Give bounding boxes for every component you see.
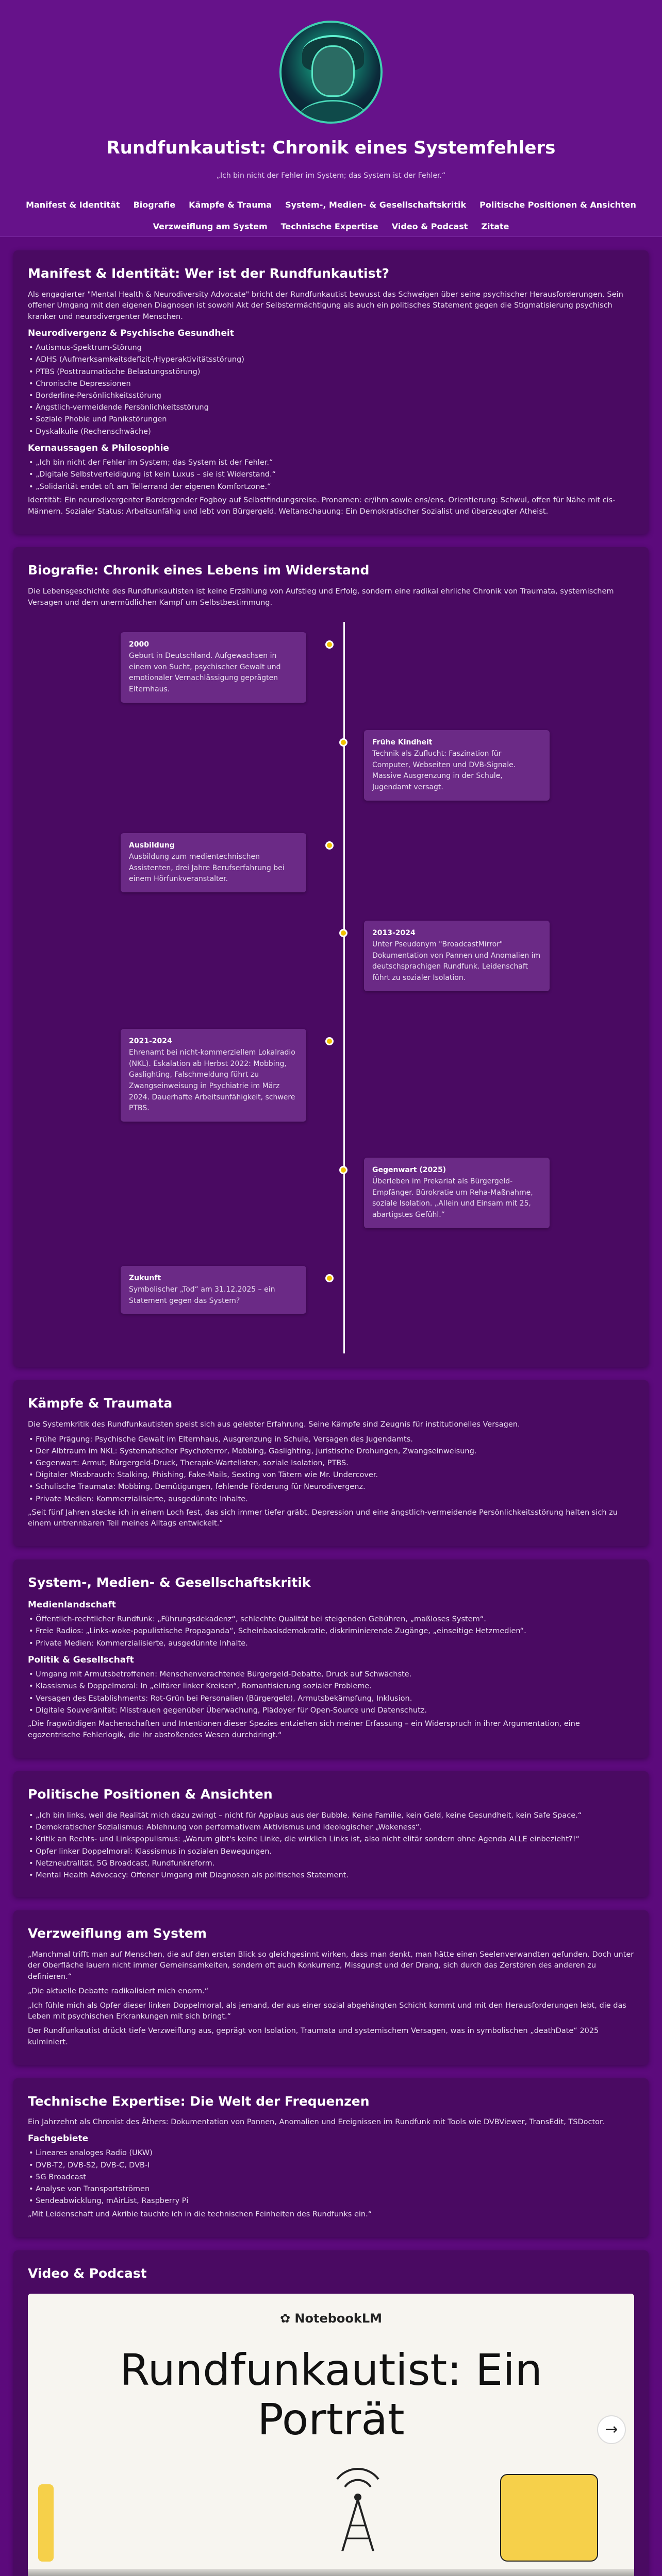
diagnosis-list xyxy=(28,342,634,438)
list-item: • Mental Health Advocacy: Offener Umgang mit Diagnosen als politisches Statement. xyxy=(28,1870,634,1882)
list-item: • Ängstlich-vermeidende Persönlichkeitsstörung xyxy=(28,402,634,414)
list-item: • DVB-T2, DVB-S2, DVB-C, DVB-I xyxy=(28,2160,634,2172)
section-kritik xyxy=(13,1560,649,1757)
notebooklm-logo xyxy=(28,2309,634,2328)
timeline-text: Ausbildung zum medientechnischen Assistenten, drei Jahre Berufserfahrung bei einem Hörfunkveranstalter. xyxy=(129,853,285,884)
list-item: • Soziale Phobie und Panikstörungen xyxy=(28,414,634,426)
timeline-dot xyxy=(325,1274,334,1282)
politics-list xyxy=(28,1810,634,1882)
list-item: • Gegenwart: Armut, Bürgergeld-Druck, Therapie-Wartelisten, soziale Isolation, PTBS. xyxy=(28,1458,634,1469)
section-quote: „Seit fünf Jahren stecke ich in einem Loch fest, das sich immer tiefer gräbt. Depression und eine ängstlich-vermeidende Persönlichkeitsstörung halten sich zu einem untrennbaren Teil meines Alltags entwickelt.“ xyxy=(28,1508,618,1528)
section-verzweiflung xyxy=(13,1910,649,2065)
nav-link-manifest[interactable]: Manifest & Identität xyxy=(26,200,120,210)
society-list xyxy=(28,1669,634,1717)
section-technik xyxy=(13,2078,649,2237)
list-item: • Digitaler Missbrauch: Stalking, Phishing, Fake-Mails, Sexting von Tätern wie Mr. Undercover. xyxy=(28,1469,634,1481)
subheading: Fachgebiete xyxy=(28,2133,89,2144)
list-item: • Digitale Souveränität: Misstrauen gegenüber Überwachung, Plädoyer für Open-Source und Datenschutz. xyxy=(28,1705,634,1717)
list-item: • „Ich bin nicht der Fehler im System; das System ist der Fehler.“ xyxy=(28,457,634,469)
list-item: • Umgang mit Armutsbetroffenen: Menschenverachtende Bürgergeld-Debatte, Druck auf Schwächste. xyxy=(28,1669,634,1681)
profile-avatar xyxy=(279,21,383,124)
section-quote: „Die fragwürdigen Machenschaften und Intentionen dieser Spezies entziehen sich meiner Erfassung – ein Widerspruch in ihrer Argumentation, eine egozentrische Fehlerlogik, die ihr abstoßendes Wesen durchdringt.“ xyxy=(28,1720,580,1739)
nav-link-verzweiflung[interactable]: Verzweiflung am System xyxy=(153,222,268,231)
video-player[interactable] xyxy=(28,2294,634,2576)
nav-link-kaempfe[interactable]: Kämpfe & Trauma xyxy=(189,200,272,210)
list-item: • Autismus-Spektrum-Störung xyxy=(28,342,634,354)
section-heading: System-, Medien- & Gesellschaftskritik xyxy=(28,1575,311,1590)
list-item: • Opfer linker Doppelmoral: Klassismus in sozialen Bewegungen. xyxy=(28,1846,634,1858)
main-nav xyxy=(22,196,640,236)
section-video xyxy=(13,2250,649,2576)
nav-link-video[interactable]: Video & Podcast xyxy=(391,222,468,231)
list-item: • Freie Radios: „Links-woke-populistische Propaganda“, Scheinbasisdemokratie, diskriminierende Zugänge, „einseitige Hetzmedien“. xyxy=(28,1625,634,1637)
list-item: • Schulische Traumata: Mobbing, Demütigungen, fehlende Förderung für Neurodivergenz. xyxy=(28,1481,634,1493)
nav-link-zitate[interactable]: Zitate xyxy=(481,222,509,231)
expertise-list xyxy=(28,2147,634,2207)
notebooklm-icon: ✿ xyxy=(279,2311,295,2326)
list-item: • Analyse von Transportströmen xyxy=(28,2183,634,2195)
subheading: Medienlandschaft xyxy=(28,1599,116,1610)
video-title xyxy=(28,2345,634,2445)
list-item: • PTBS (Posttraumatische Belastungsstörung) xyxy=(28,366,634,378)
nav-link-biografie[interactable]: Biografie xyxy=(133,200,176,210)
notebooklm-label: NotebookLM xyxy=(294,2311,383,2326)
section-quote: „Manchmal trifft man auf Menschen, die auf den ersten Blick so gleichgesinnt wirken, dass man denkt, man hätte einen Seelenverwandten gefunden. Doch unter der Oberfläche lauern nicht immer Gemeinsamkeiten, sondern oft auch Konkurrenz, Missgunst und der Drang, sich durch das Zerstören des anderen zu definieren.“ xyxy=(28,1950,634,1981)
list-item: • Private Medien: Kommerzialisierte, ausgedünnte Inhalte. xyxy=(28,1494,634,1505)
nav-link-kritik[interactable]: System-, Medien- & Gesellschaftskritik xyxy=(285,200,467,210)
timeline-item xyxy=(121,1266,306,1314)
section-manifest xyxy=(13,250,649,534)
section-quote: „Die aktuelle Debatte radikalisiert mich enorm.“ xyxy=(28,1987,209,1995)
list-item: • „Solidarität endet oft am Tellerrand der eigenen Komfortzone.“ xyxy=(28,481,634,493)
section-text: Der Rundfunkautist drückt tiefe Verzweiflung aus, geprägt von Isolation, Traumata und systemischem Versagen, was in symbolischen „deathDate“ 2025 kulminiert. xyxy=(28,2027,599,2046)
site-tagline: „Ich bin nicht der Fehler im System; das System ist der Fehler.“ xyxy=(216,172,446,180)
list-item: • Private Medien: Kommerzialisierte, ausgedünnte Inhalte. xyxy=(28,1638,634,1650)
timeline-year: Gegenwart (2025) xyxy=(372,1166,446,1175)
identity-text: Identität: Ein neurodivergenter Bordergender Fogboy auf Selbstfindungsreise. Pronomen: er/ihm sowie ens/ens. Orientierung: Schwul, offen für Nähe mit cis-Männern. Sozialer Status: Arbeitsunfähig und lebt von Bürgergeld. Weltanschauung: Ein Demokratischer Sozialist und überzeugter Atheist. xyxy=(28,496,616,516)
section-heading: Technische Expertise: Die Welt der Frequenzen xyxy=(28,2093,370,2109)
section-heading: Politische Positionen & Ansichten xyxy=(28,1786,273,1802)
list-item: • „Digitale Selbstverteidigung ist kein Luxus – sie ist Widerstand.“ xyxy=(28,469,634,481)
timeline-dot xyxy=(325,1037,334,1045)
site-title: Rundfunkautist: Chronik eines Systemfehlers xyxy=(106,138,556,158)
timeline-dot xyxy=(325,841,334,850)
section-intro: Die Systemkritik des Rundfunkautisten speist sich aus gelebter Erfahrung. Seine Kämpfe sind Zeugnis für institutionelles Versagen. xyxy=(28,1420,520,1429)
video-title-line: Rundfunkautist: Ein xyxy=(120,2344,542,2395)
avatar-face xyxy=(311,45,355,97)
section-biografie xyxy=(13,547,649,1367)
timeline-item xyxy=(121,1029,306,1122)
subheading: Kernaussagen & Philosophie xyxy=(28,443,169,453)
radio-tower-icon xyxy=(306,2448,409,2551)
timeline-year: Frühe Kindheit xyxy=(372,738,433,747)
site-header xyxy=(0,0,662,237)
timeline-text: Ehrenamt bei nicht-kommerziellem Lokalradio (NKL). Eskalation ab Herbst 2022: Mobbing, Gaslighting, Falschmeldung führt zu Zwangseinweisung in Psychiatrie im März 2024. Dauerhafte Arbeitsunfähigkeit, schwere PTBS. xyxy=(129,1048,295,1113)
list-item: • Der Albtraum im NKL: Systematischer Psychoterror, Mobbing, Gaslighting, juristische Drohungen, Zwangseinweisung. xyxy=(28,1446,634,1458)
section-intro: Als engagierter "Mental Health & Neurodiversity Advocate" bricht der Rundfunkautist bewusst das Schweigen über seine psychischer Herausforderungen. Sein offener Umgang mit den eigenen Diagnosen ist sowohl Akt der Selbstermächtigung als auch ein politisches Statement gegen die Stigmatisierung psychisch kranker und neurodivergenter Menschen. xyxy=(28,290,623,321)
timeline-year: 2013-2024 xyxy=(372,929,416,938)
list-item: • 5G Broadcast xyxy=(28,2172,634,2183)
timeline-dot xyxy=(339,1166,347,1174)
section-intro: Ein Jahrzehnt als Chronist des Äthers: Dokumentation von Pannen, Anomalien und Ereignissen im Rundfunk mit Tools wie DVBViewer, TransEdit, TSDoctor. xyxy=(28,2118,605,2127)
timeline-year: 2021-2024 xyxy=(129,1037,172,1046)
timeline-item xyxy=(121,632,306,702)
list-item: • Sendeabwicklung, mAirList, Raspberry Pi xyxy=(28,2195,634,2207)
timeline-dot xyxy=(339,929,347,937)
timeline-item xyxy=(121,833,306,892)
section-heading: Verzweiflung am System xyxy=(28,1926,207,1941)
timeline-text: Überleben im Prekariat als Bürgergeld-Empfänger. Bürokratie um Reha-Maßnahme, soziale Isolation. „Allein und Einsam mit 25, abartigstes Gefühl.“ xyxy=(372,1177,533,1219)
nav-link-technik[interactable]: Technische Expertise xyxy=(280,222,378,231)
section-heading: Kämpfe & Traumata xyxy=(28,1396,173,1411)
struggle-list xyxy=(28,1434,634,1505)
list-item: • Öffentlich-rechtlicher Rundfunk: „Führungsdekadenz“, schlechte Qualität bei steigenden Gebühren, „maßloses System“. xyxy=(28,1614,634,1625)
section-heading: Manifest & Identität: Wer ist der Rundfunkautist? xyxy=(28,266,389,281)
section-quote: „Mit Leidenschaft und Akribie tauchte ich in die technischen Feinheiten des Rundfunks ein.“ xyxy=(28,2210,372,2219)
timeline-year: Zukunft xyxy=(129,1274,161,1283)
next-arrow-icon[interactable]: → xyxy=(597,2415,626,2444)
media-list xyxy=(28,1614,634,1650)
video-frame xyxy=(28,2294,634,2576)
timeline xyxy=(28,622,634,1353)
list-item: • Chronische Depressionen xyxy=(28,378,634,390)
section-quote: „Ich fühle mich als Opfer dieser linken Doppelmoral, als jemand, der aus einer sozial abgehängten Schicht kommt und mit den Herausforderungen lebt, die das Leben mit psychischen Erkrankungen mit sich bringt.“ xyxy=(28,2001,626,2021)
timeline-spine xyxy=(343,622,345,1353)
list-item: • Frühe Prägung: Psychische Gewalt im Elternhaus, Ausgrenzung in Schule, Versagen des Jugendamts. xyxy=(28,1434,634,1446)
section-heading: Biografie: Chronik eines Lebens im Widerstand xyxy=(28,563,370,578)
timeline-item xyxy=(364,730,550,800)
list-item: • „Ich bin links, weil die Realität mich dazu zwingt – nicht für Applaus aus der Bubble. Keine Familie, kein Geld, keine Gesundheit, kein Safe Space.“ xyxy=(28,1810,634,1822)
list-item: • Versagen des Establishments: Rot-Grün bei Personalien (Bürgergeld), Armutsbekämpfung, Inklusion. xyxy=(28,1693,634,1705)
timeline-text: Technik als Zuflucht: Faszination für Computer, Webseiten und DVB-Signale. Massive Ausgrenzung in der Schule, Jugendamt versagt. xyxy=(372,750,516,792)
timeline-dot xyxy=(339,738,347,747)
timeline-year: 2000 xyxy=(129,640,149,649)
section-heading: Video & Podcast xyxy=(28,2266,147,2281)
decorative-card xyxy=(500,2474,598,2562)
decorative-card xyxy=(38,2484,54,2562)
timeline-text: Unter Pseudonym "BroadcastMirror" Dokumentation von Pannen und Anomalien im deutschsprachigen Rundfunk. Leidenschaft führt zu sozialer Isolation. xyxy=(372,940,541,982)
section-kaempfe xyxy=(13,1380,649,1546)
avatar-body xyxy=(297,100,369,124)
subheading: Politik & Gesellschaft xyxy=(28,1654,134,1665)
section-politik xyxy=(13,1771,649,1897)
list-item: • Borderline-Persönlichkeitsstörung xyxy=(28,390,634,402)
timeline-text: Geburt in Deutschland. Aufgewachsen in einem von Sucht, psychischer Gewalt und emotionaler Vernachlässigung geprägten Elternhaus. xyxy=(129,652,281,694)
philosophy-list xyxy=(28,457,634,493)
list-item: • Kritik an Rechts- und Linkspopulismus: „Warum gibt's keine Linke, die wirklich Links ist, also nicht elitär sondern ohne Agenda ALLE einbezieht?!“ xyxy=(28,1834,634,1845)
list-item: • Lineares analoges Radio (UKW) xyxy=(28,2147,634,2159)
timeline-text: Symbolischer „Tod“ am 31.12.2025 – ein Statement gegen das System? xyxy=(129,1285,275,1305)
timeline-item xyxy=(364,921,550,991)
list-item: • ADHS (Aufmerksamkeitsdefizit-/Hyperaktivitätsstörung) xyxy=(28,354,634,366)
list-item: • Demokratischer Sozialismus: Ablehnung von performativem Aktivismus und ideologischer „Wokeness“. xyxy=(28,1822,634,1834)
list-item: • Dyskalkulie (Rechenschwäche) xyxy=(28,426,634,438)
nav-link-politik[interactable]: Politische Positionen & Ansichten xyxy=(479,200,636,210)
subheading: Neurodivergenz & Psychische Gesundheit xyxy=(28,328,234,338)
list-item: • Netzneutralität, 5G Broadcast, Rundfunkreform. xyxy=(28,1858,634,1870)
timeline-dot xyxy=(325,640,334,649)
list-item: • Klassismus & Doppelmoral: In „elitärer linker Kreisen“, Romantisierung sozialer Probleme. xyxy=(28,1681,634,1692)
timeline-item xyxy=(364,1158,550,1228)
video-title-line: Porträt xyxy=(257,2394,405,2445)
timeline-year: Ausbildung xyxy=(129,841,175,850)
video-controls xyxy=(28,2569,634,2576)
section-intro: Die Lebensgeschichte des Rundfunkautisten ist keine Erzählung von Aufstieg und Erfolg, sondern eine radikal ehrliche Chronik von Traumata, systemischem Versagen und dem unermüdlichen Kampf um Selbstbestimmung. xyxy=(28,587,614,607)
